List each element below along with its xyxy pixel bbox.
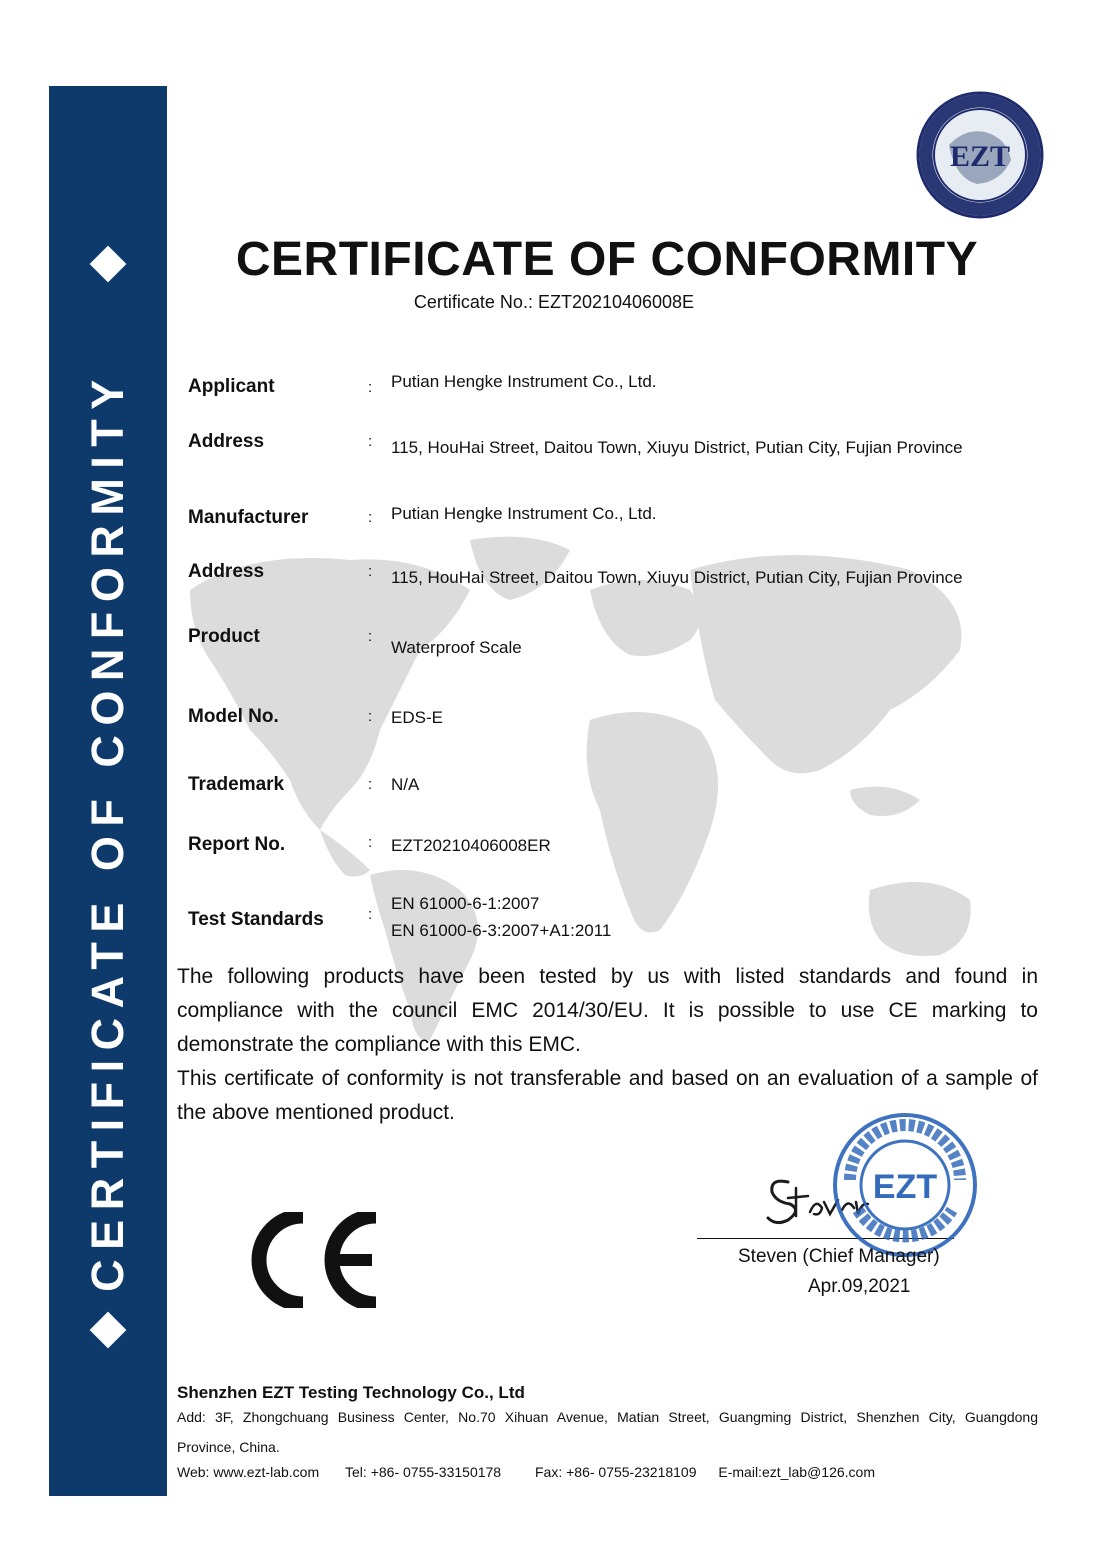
footer-fax: Fax: +86- 0755-23218109 (534, 1464, 697, 1480)
applicant-address-value: 115, HouHai Street, Daitou Town, Xiuyu District, Putian City, Fujian Province (391, 438, 963, 457)
side-band (49, 86, 167, 1496)
sign-date: Apr.09,2021 (808, 1276, 911, 1297)
page-title: CERTIFICATE OF CONFORMITY (235, 233, 979, 286)
test-standards-colon: : (368, 906, 373, 923)
test-standard-item: EN 61000-6-3:2007+A1:2011 (391, 921, 612, 940)
footer-contacts (177, 1464, 893, 1480)
diamond-top-icon (90, 246, 127, 283)
applicant-address-colon: : (368, 433, 373, 450)
product-value: Waterproof Scale (391, 638, 522, 657)
svg-text:EZT: EZT (949, 140, 1011, 173)
statement-line: This certificate of conformity is not transferable and based on an evaluation of a sample of (177, 1067, 1038, 1090)
side-band-text: CERTIFICATE OF CONFORMITY (82, 370, 133, 1292)
model-no-label: Model No. (188, 706, 279, 727)
product-label: Product (188, 626, 260, 647)
manufacturer-label: Manufacturer (188, 507, 309, 528)
diamond-bottom-icon (90, 1312, 127, 1349)
ce-mark-icon (248, 1212, 380, 1308)
footer-address (177, 1409, 1038, 1455)
report-no-label: Report No. (188, 834, 286, 855)
manufacturer-colon: : (368, 509, 373, 526)
model-no-colon: : (368, 708, 373, 725)
applicant-value: Putian Hengke Instrument Co., Ltd. (391, 372, 657, 391)
manufacturer-address-colon: : (368, 563, 373, 580)
product-colon: : (368, 628, 373, 645)
svg-text:EZT: EZT (872, 1168, 938, 1206)
test-standard-item: EN 61000-6-1:2007 (391, 894, 540, 913)
footer-company: Shenzhen EZT Testing Technology Co., Ltd (177, 1383, 525, 1402)
ezt-stamp-icon (830, 1110, 980, 1260)
manufacturer-address-value: 115, HouHai Street, Daitou Town, Xiuyu District, Putian City, Fujian Province (391, 568, 963, 587)
applicant-label: Applicant (188, 376, 275, 397)
statement-line: The following products have been tested by us with listed standards and found in (177, 965, 1038, 988)
statement-paragraph (177, 960, 1038, 1130)
statement-line: the above mentioned product. (177, 1101, 455, 1124)
trademark-value: N/A (391, 775, 420, 794)
applicant-address-label: Address (188, 431, 265, 452)
test-standards-label: Test Standards (188, 909, 324, 930)
footer-address-line: Province, China. (177, 1439, 280, 1455)
report-no-value: EZT20210406008ER (391, 836, 551, 855)
model-no-value: EDS-E (391, 708, 443, 727)
footer-tel: Tel: +86- 0755-33150178 (345, 1464, 502, 1480)
applicant-colon: : (368, 379, 373, 396)
footer-address-line: Add: 3F, Zhongchuang Business Center, No.70 Xihuan Avenue, Matian Street, Guangming District, Shenzhen City, Guangdong (177, 1409, 1038, 1425)
trademark-label: Trademark (188, 774, 285, 795)
manufacturer-address-label: Address (188, 561, 265, 582)
statement-line: demonstrate the compliance with this EMC. (177, 1033, 581, 1056)
ezt-logo-icon (915, 90, 1045, 220)
trademark-colon: : (368, 776, 373, 793)
report-no-colon: : (368, 834, 373, 851)
footer-web: Web: www.ezt-lab.com (177, 1464, 320, 1480)
signer-name: Steven (Chief Manager) (738, 1246, 940, 1267)
manufacturer-value: Putian Hengke Instrument Co., Ltd. (391, 504, 657, 523)
certificate-number: Certificate No.: EZT20210406008E (413, 292, 695, 312)
statement-line: compliance with the council EMC 2014/30/EU. It is possible to use CE marking to (177, 999, 1038, 1022)
footer-email: E-mail:ezt_lab@126.com (718, 1464, 876, 1480)
